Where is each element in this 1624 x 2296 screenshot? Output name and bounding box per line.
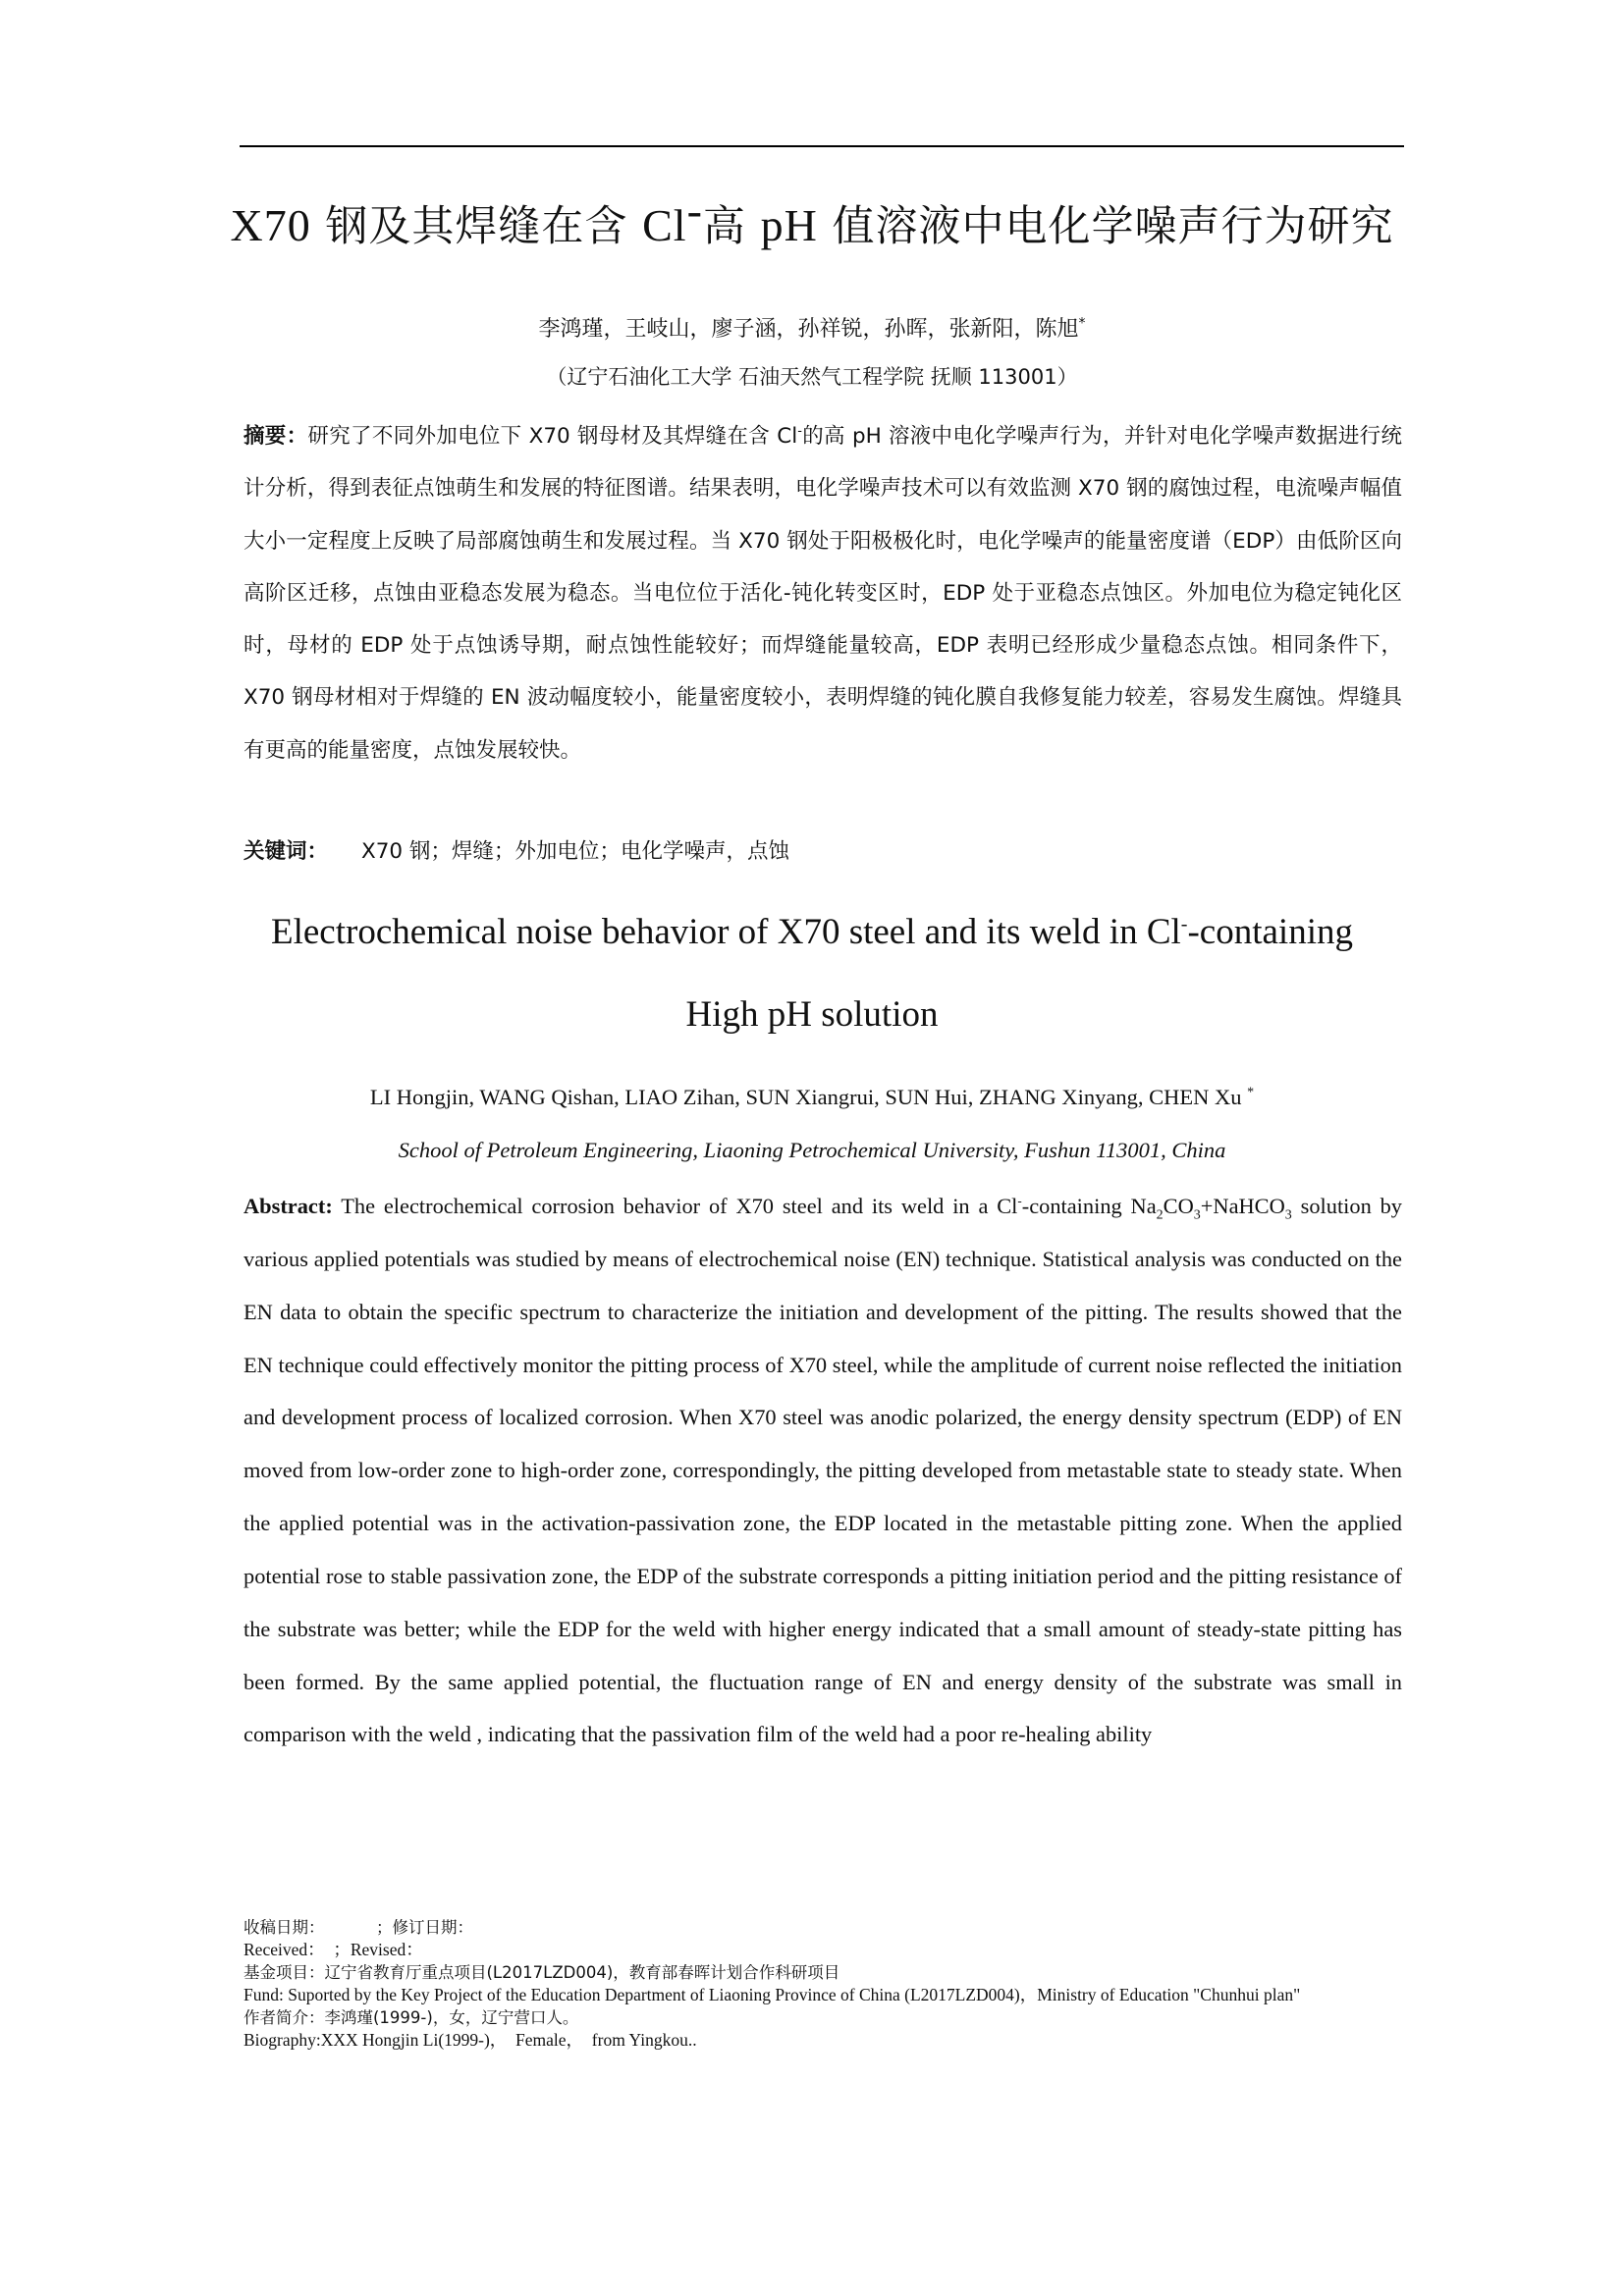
paper-title-en [0, 891, 1624, 1056]
footnote-bio-cn: 作者简介：李鸿瑾(1999-)，女，辽宁营口人。 [244, 2008, 579, 2027]
title-cn-segment: 高 [702, 202, 761, 251]
header-rule [240, 145, 1404, 147]
title-cn-segment: X70 [230, 200, 311, 250]
abstract-en-subscript: 2 [1156, 1207, 1164, 1223]
title-cn-segment: 钢及其焊缝在含 [310, 202, 643, 251]
title-cn-segment: pH [760, 200, 818, 250]
abstract-en-text: CO [1163, 1194, 1194, 1218]
authors-cn [0, 312, 1624, 347]
abstract-en-superscript: - [1017, 1193, 1022, 1208]
abstract-cn [244, 410, 1402, 776]
authors-en-names: LI Hongjin, WANG Qishan, LIAO Zihan, SUN Xiangrui, SUN Hui, ZHANG Xinyang, CHEN Xu [369, 1085, 1248, 1109]
authors-cn-names: 李鸿瑾，王岐山，廖子涵，孙祥锐，孙晖，张新阳，陈旭 [538, 317, 1079, 342]
title-en-superscript: - [1180, 913, 1188, 935]
keywords-cn [244, 832, 1402, 872]
footnote-received-cn: 收稿日期： ；修订日期： [244, 1918, 473, 1937]
abstract-en-text: solution by various applied potentials was studied by means of electrochemical noise (EN) technique. Statistical analysis was conducted on the EN data to obtain the specific spectrum to characterize the initiation and development of the pitting. The results showed that the EN technique could effectively monitor the pitting process of X70 steel, while the amplitude of current noise reflected the initiation and development process of localized corrosion. When X70 steel was anodic polarized, the energy density spectrum (EDP) of EN moved from low-order zone to high-order zone, correspondingly, the pitting developed from metastable state to steady state. When the applied potential was in the activation-passivation zone, the EDP located in the metastable pitting zone. When the applied potential rose to stable passivation zone, the EDP of the substrate corresponds a pitting initiation period and the pitting resistance of the substrate was better; while the EDP for the weld with higher energy indicated that a small amount of steady-state pitting has been formed. By the same applied potential, the fluctuation range of EN and energy density of the substrate was small in comparison with the weld , indicating that the passivation film of the weld had a poor re-healing ability [244, 1194, 1403, 1747]
title-en-line-1 [0, 891, 1624, 974]
affiliation-cn: （辽宁石油化工大学 石油天然气工程学院 抚顺 113001） [546, 365, 1078, 389]
title-cn-superscript: - [686, 185, 703, 236]
footnote-bio-en: Biography:XXX Hongjin Li(1999-)， Female， from Yingkou.. [244, 2030, 697, 2050]
abstract-cn-superscript: - [797, 423, 802, 439]
abstract-cn-text: 的高 pH 溶液中电化学噪声行为，并针对电化学噪声数据进行统计分析，得到表征点蚀萌生和发展的特征图谱。结果表明，电化学噪声技术可以有效监测 X70 钢的腐蚀过程，电流噪声幅值大小一定程度上反映了局部腐蚀萌生和发展过程。当 X70 钢处于阳极极化时，电化学噪声的能量密度谱（EDP）由低阶区向高阶区迁移，点蚀由亚稳态发展为稳态。当电位位于活化-钝化转变区时，EDP 处于亚稳态点蚀区。外加电位为稳定钝化区时，母材的 EDP 处于点蚀诱导期，耐点蚀性能较好；而焊缝能量较高，EDP 表明已经形成少量稳态点蚀。相同条件下，X70 钢母材相对于焊缝的 EN 波动幅度较小，能量密度较小，表明焊缝的钝化膜自我修复能力较差，容易发生腐蚀。焊缝具有更高的能量密度，点蚀发展较快。 [244, 424, 1402, 763]
abstract-en-subscript: 3 [1193, 1207, 1201, 1223]
abstract-en-subscript: 3 [1284, 1207, 1292, 1223]
footnote-fund-cn: 基金项目：辽宁省教育厅重点项目(L2017LZD004)，教育部春晖计划合作科研项目 [244, 1963, 840, 1982]
paper-title-cn [0, 185, 1624, 256]
authors-en [0, 1078, 1624, 1117]
title-en-line-2: High pH solution [685, 994, 939, 1035]
abstract-en-text: +NaHCO [1200, 1194, 1285, 1218]
abstract-en-label: Abstract: [244, 1194, 333, 1218]
abstract-en-text: The electrochemical corrosion behavior of X70 steel and its weld in a Cl [332, 1194, 1018, 1218]
abstract-cn-label: 摘要： [244, 424, 308, 449]
keywords-cn-label: 关键词： [244, 839, 329, 864]
footnotes [244, 1916, 1402, 2052]
footnote-fund-en: Fund: Suported by the Key Project of the Education Department of Liaoning Province of China (L2017LZD004)，Ministry of Education "Chunhui plan" [244, 1985, 1301, 2004]
keywords-cn-text: X70 钢；焊缝；外加电位；电化学噪声，点蚀 [361, 839, 789, 864]
abstract-en-text: -containing Na [1021, 1194, 1157, 1218]
title-en-segment: Electrochemical noise behavior of X70 steel and its weld in Cl [271, 912, 1181, 952]
abstract-en [244, 1180, 1402, 1761]
corresponding-author-mark: * [1247, 1085, 1255, 1100]
affiliation-en: School of Petroleum Engineering, Liaoning Petrochemical University, Fushun 113001, China [398, 1138, 1226, 1162]
footnote-received-en: Received： ；Revised： [244, 1940, 423, 1959]
abstract-cn-text: 研究了不同外加电位下 X70 钢母材及其焊缝在含 Cl [307, 424, 798, 449]
title-cn-segment: 值溶液中电化学噪声行为研究 [817, 202, 1394, 251]
corresponding-author-mark: * [1078, 315, 1086, 332]
title-en-segment: -containing [1187, 912, 1353, 952]
title-cn-segment: Cl [642, 200, 687, 250]
